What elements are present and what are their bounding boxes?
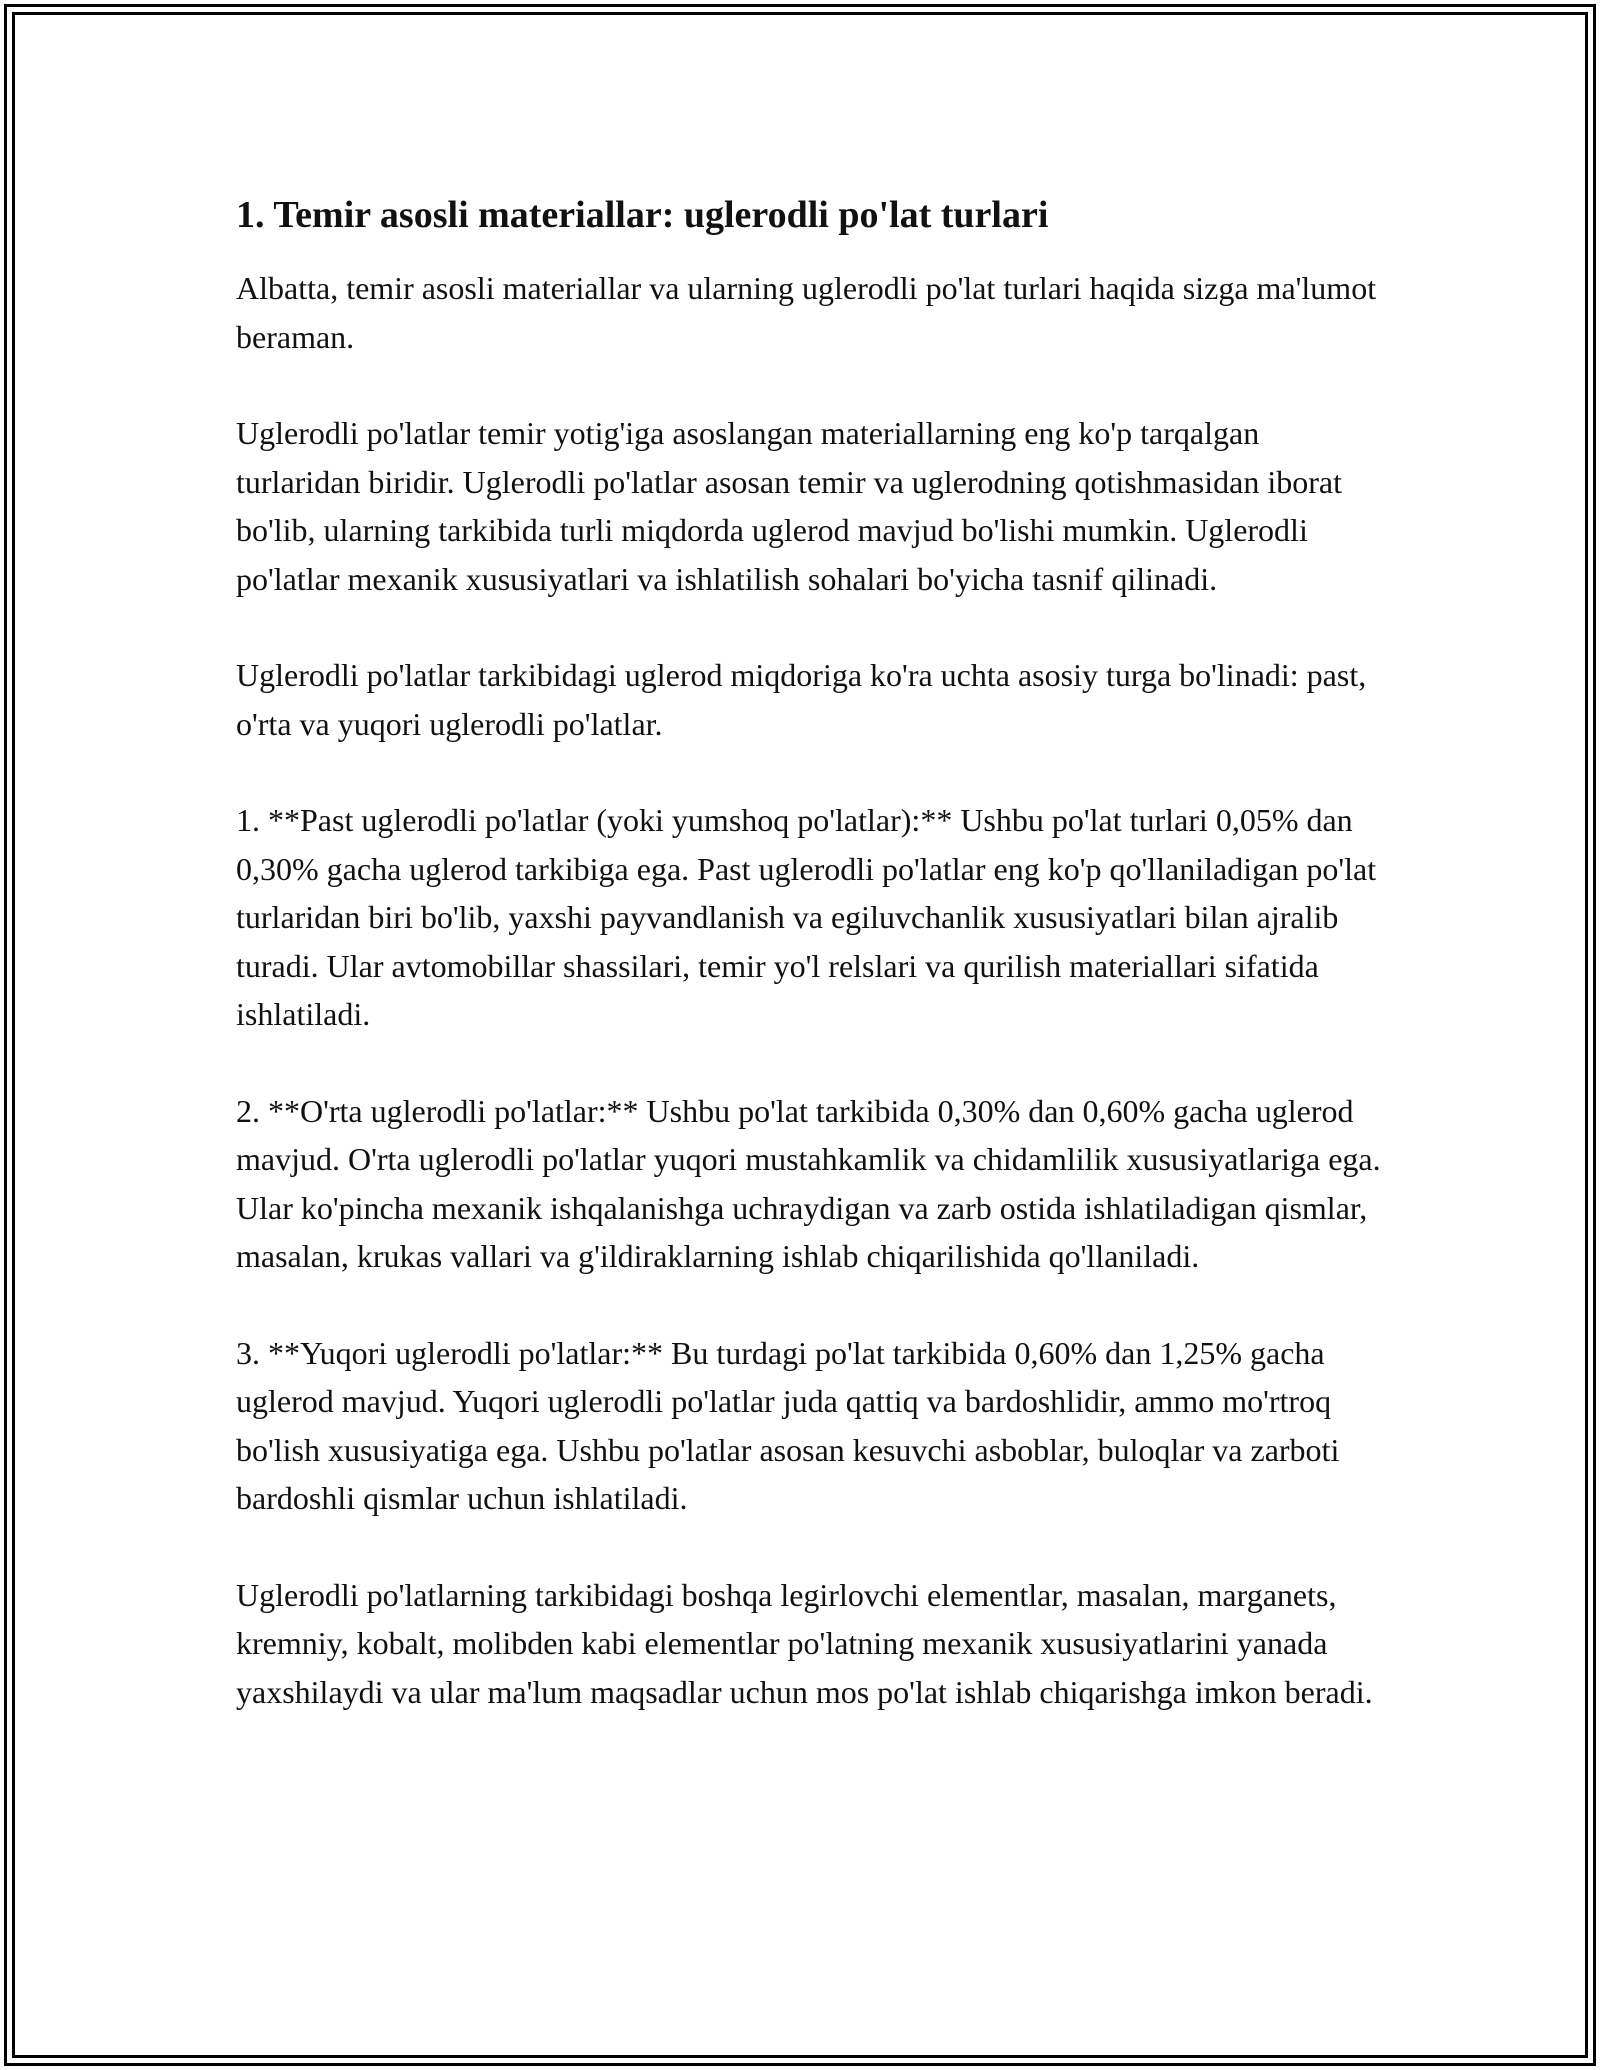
paragraph-alloying: Uglerodli po'latlarning tarkibidagi boshqa legirlovchi elementlar, masalan, marganets, kremniy, kobalt, molibden kabi elementlar po'latning mexanik xususiyatlarini yanada yaxshilaydi va ular ma'lum maqsadlar uchun mos po'lat ishlab chiqarishga imkon beradi. — [236, 1576, 1373, 1710]
document-heading: 1. Temir asosli materiallar: uglerodli po'lat turlari — [236, 194, 1049, 236]
document-body — [236, 186, 1386, 1764]
paragraph-intro: Albatta, temir asosli materiallar va ularning uglerodli po'lat turlari haqida sizga ma'lumot beraman. — [236, 270, 1377, 355]
paragraph-medium-carbon: 2. **O'rta uglerodli po'latlar:** Ushbu po'lat tarkibida 0,30% dan 0,60% gacha uglerod mavjud. O'rta uglerodli po'latlar yuqori mustahkamlik va chidamlilik xususiyatlariga ega. Ular ko'pincha mexanik ishqalanishga uchraydigan va zarb ostida ishlatiladigan qismlar, masalan, krukas vallari va g'ildiraklarning ishlab chiqarilishida qo'llaniladi. — [236, 1092, 1381, 1274]
paragraph-overview: Uglerodli po'latlar temir yotig'iga asoslangan materiallarning eng ko'p tarqalgan turlaridan biridir. Uglerodli po'latlar asosan temir va uglerodning qotishmasidan iborat bo'lib, ularning tarkibida turli miqdorda uglerod mavjud bo'lishi mumkin. Uglerodli po'latlar mexanik xususiyatlari va ishlatilish sohalari bo'yicha tasnif qilinadi. — [236, 415, 1342, 597]
paragraph-high-carbon: 3. **Yuqori uglerodli po'latlar:** Bu turdagi po'lat tarkibida 0,60% dan 1,25% gacha uglerod mavjud. Yuqori uglerodli po'latlar juda qattiq va bardoshlidir, ammo mo'rtroq bo'lish xususiyatiga ega. Ushbu po'latlar asosan kesuvchi asboblar, buloqlar va zarboti bardoshli qismlar uchun ishlatiladi. — [236, 1334, 1340, 1516]
paragraph-low-carbon: 1. **Past uglerodli po'latlar (yoki yumshoq po'latlar):** Ushbu po'lat turlari 0,05% dan 0,30% gacha uglerod tarkibiga ega. Past uglerodli po'latlar eng ko'p qo'llaniladigan po'lat turlaridan biri bo'lib, yaxshi payvandlanish va egiluvchanlik xususiyatlari bilan ajralib turadi. Ular avtomobillar shassilari, temir yo'l relslari va qurilish materiallari sifatida ishlatiladi. — [236, 802, 1377, 1032]
paragraph-classification: Uglerodli po'latlar tarkibidagi uglerod miqdoriga ko'ra uchta asosiy turga bo'linadi: past, o'rta va yuqori uglerodli po'latlar. — [236, 657, 1367, 742]
